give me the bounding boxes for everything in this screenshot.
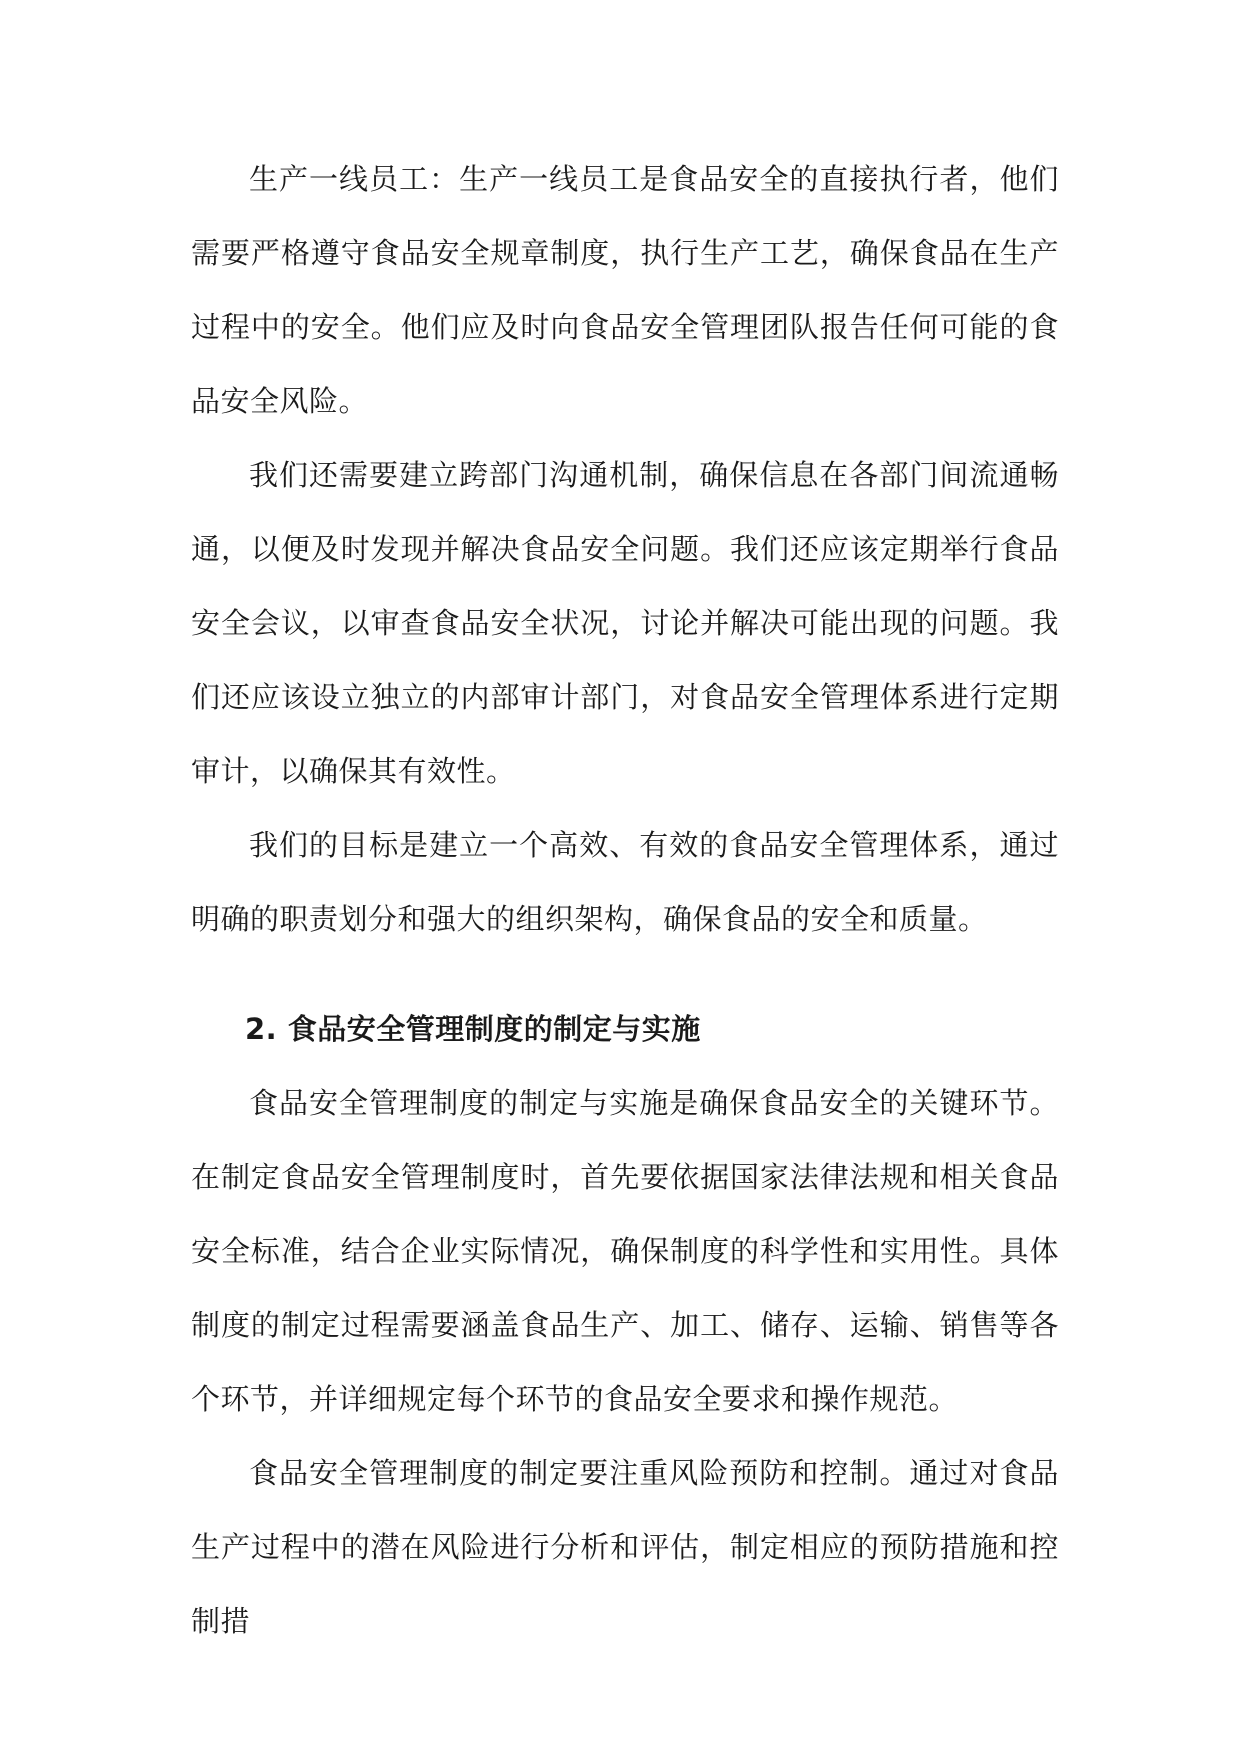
paragraph-system-formulation: 食品安全管理制度的制定与实施是确保食品安全的关键环节。在制定食品安全管理制度时，首先要依据国家法律法规和相关食品安全标准，结合企业实际情况，确保制度的科学性和实用性。具体制度的制定过程需要涵盖食品生产、加工、储存、运输、销售等各个环节，并详细规定每个环节的食品安全要求和操作规范。 bbox=[191, 1086, 1059, 1416]
paragraph-goal: 我们的目标是建立一个高效、有效的食品安全管理体系，通过明确的职责划分和强大的组织架构，确保食品的安全和质量。 bbox=[191, 828, 1059, 936]
document-page bbox=[191, 142, 1059, 1658]
section-heading: 2. 食品安全管理制度的制定与实施 bbox=[245, 1012, 701, 1046]
paragraph-frontline-staff: 生产一线员工：生产一线员工是食品安全的直接执行者，他们需要严格遵守食品安全规章制度，执行生产工艺，确保食品在生产过程中的安全。他们应及时向食品安全管理团队报告任何可能的食品安全风险。 bbox=[191, 162, 1059, 418]
section-gap bbox=[191, 956, 1059, 992]
paragraph-cross-department: 我们还需要建立跨部门沟通机制，确保信息在各部门间流通畅通，以便及时发现并解决食品安全问题。我们还应该定期举行食品安全会议，以审查食品安全状况，讨论并解决可能出现的问题。我们还应该设立独立的内部审计部门，对食品安全管理体系进行定期审计，以确保其有效性。 bbox=[191, 458, 1059, 788]
paragraph-risk-prevention: 食品安全管理制度的制定要注重风险预防和控制。通过对食品生产过程中的潜在风险进行分析和评估，制定相应的预防措施和控制措 bbox=[191, 1456, 1059, 1638]
